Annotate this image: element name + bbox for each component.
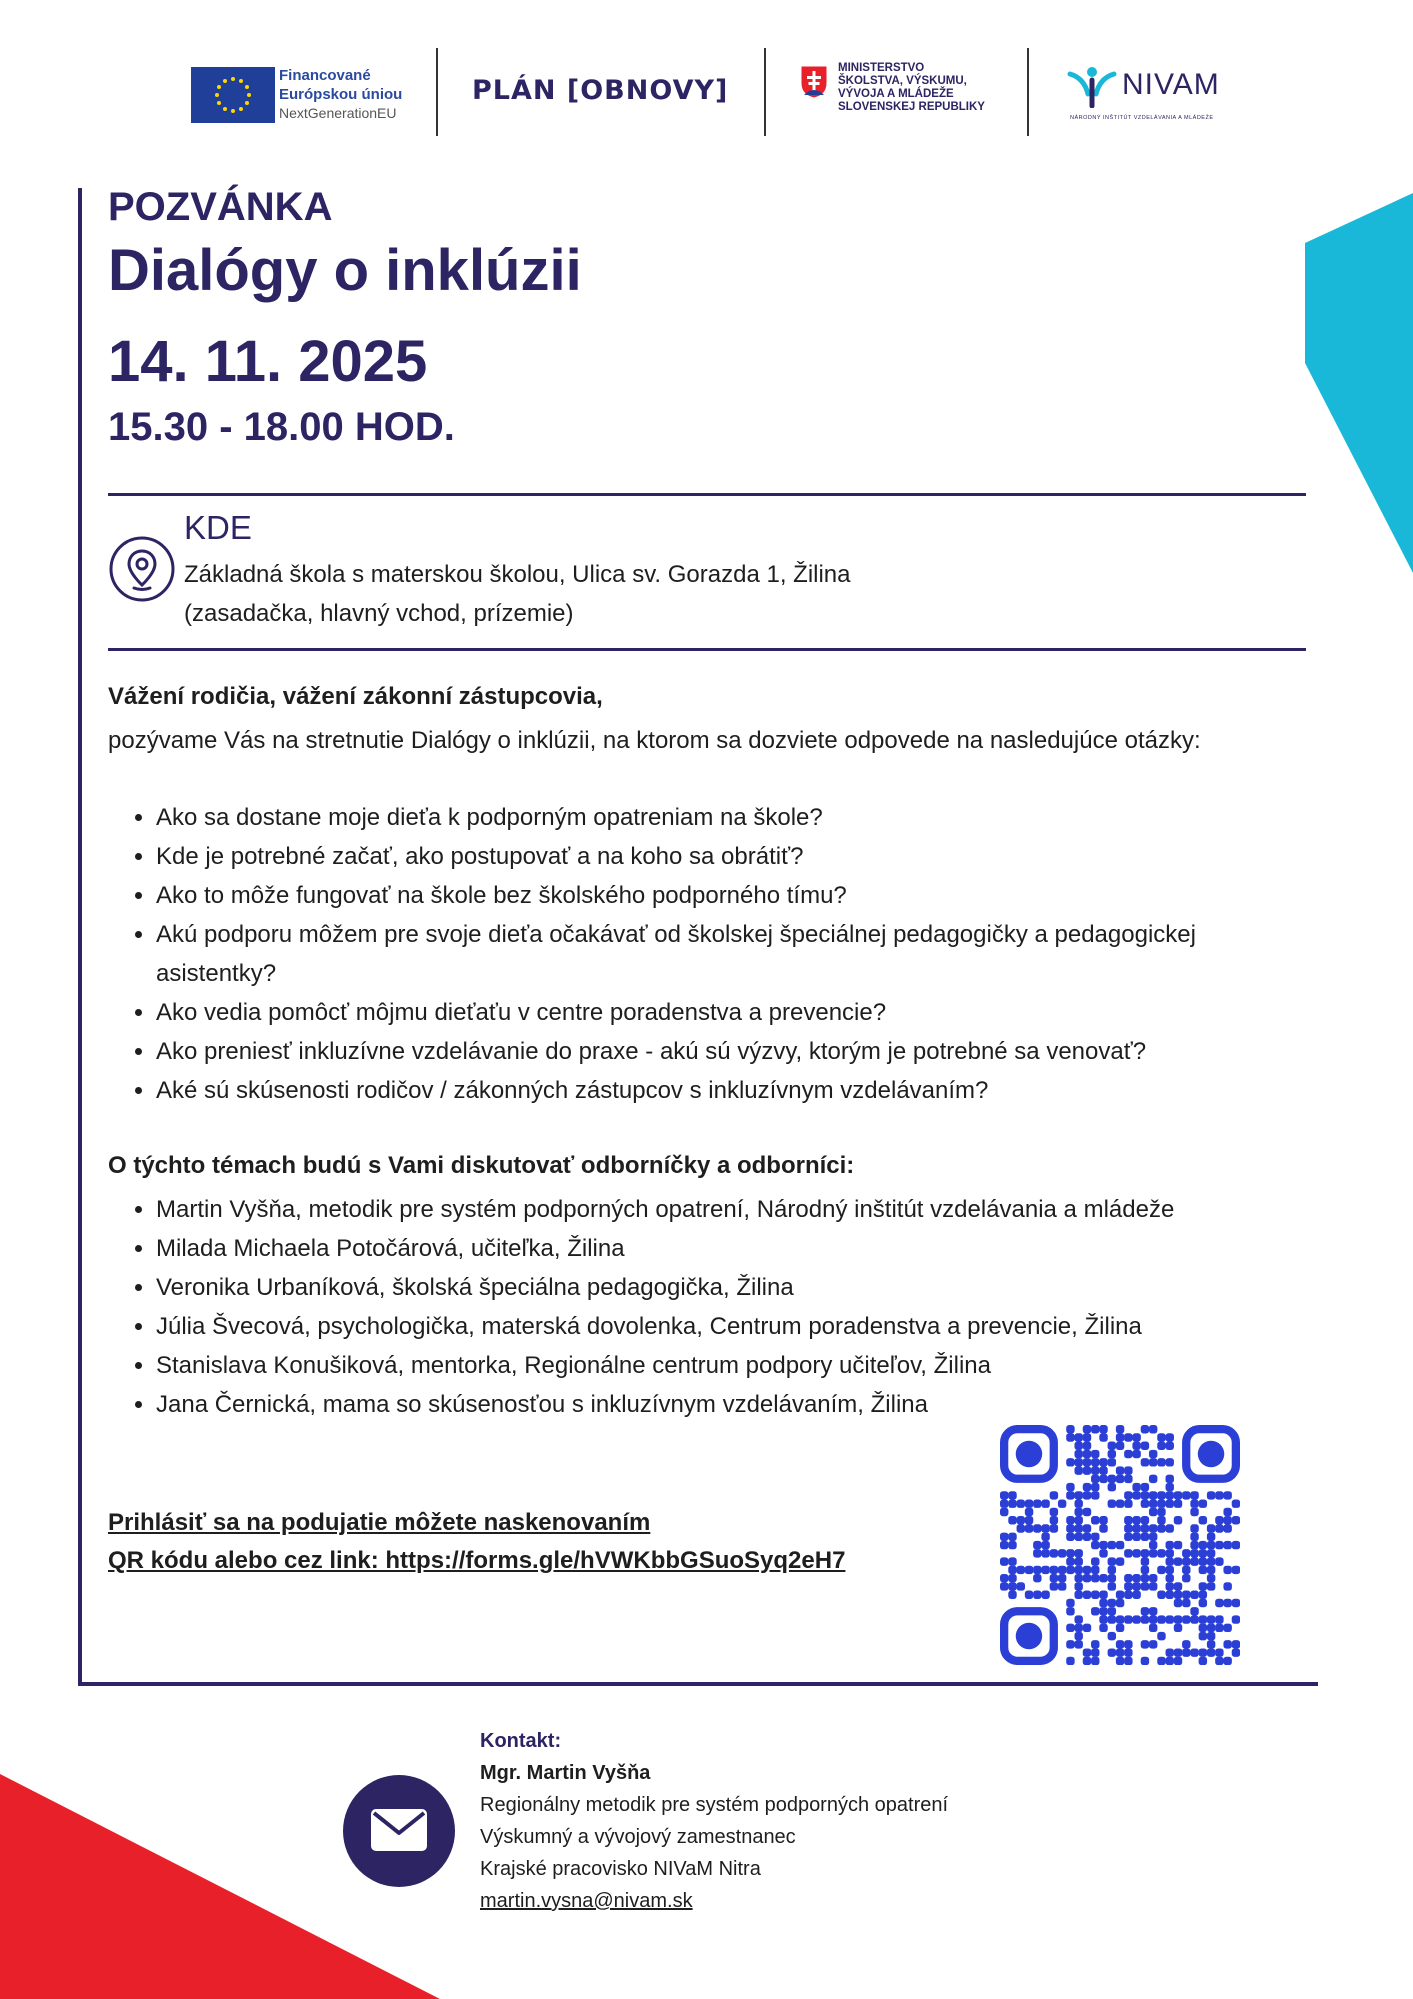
ministry-crest-icon: [800, 65, 828, 99]
list-item: • Stanislava Konušiková, mentorka, Regionálne centrum podpory učiteľov, Žilina: [156, 1346, 1318, 1385]
logo-divider: [764, 48, 766, 136]
event-time: 15.30 - 18.00 HOD.: [108, 405, 455, 449]
list-item: • Ako vedia pomôcť môjmu dieťaťu v centre poradenstva a prevencie?: [156, 993, 1318, 1032]
list-item: • Ako to môže fungovať na škole bez školského podporného tímu?: [156, 876, 1318, 915]
ministry-line1: MINISTERSTVO: [838, 62, 925, 74]
contact-email[interactable]: martin.vysna@nivam.sk: [480, 1890, 693, 1912]
contact-block: [480, 1725, 948, 1917]
intro-text: pozývame Vás na stretnutie Dialógy o inklúzii, na ktorom sa dozviete odpovede na nasledujúce otázky:: [108, 727, 1201, 754]
contact-office: Krajské pracovisko NIVaM Nitra: [480, 1858, 761, 1880]
header-logos: [0, 40, 1413, 150]
nivam-logo-icon: [1066, 64, 1118, 108]
contact-name: Mgr. Martin Vyšňa: [480, 1762, 651, 1784]
ministry-line2: ŠKOLSTVA, VÝSKUMU,: [838, 75, 967, 87]
where-address: Základná škola s materskou školou, Ulica sv. Gorazda 1, Žilina: [184, 561, 851, 588]
list-item: • Júlia Švecová, psychologička, materská dovolenka, Centrum poradenstva a prevencie, Žilina: [156, 1307, 1318, 1346]
ministry-line3: VÝVOJA A MLÁDEŽE: [838, 88, 954, 100]
questions-list: [108, 798, 1318, 1110]
ministry-text: [838, 62, 985, 114]
envelope-icon-circle: [343, 1775, 455, 1887]
logo-divider: [436, 48, 438, 136]
list-item: • Martin Vyšňa, metodik pre systém podporných opatrení, Národný inštitút vzdelávania a mládeže: [156, 1190, 1318, 1229]
list-item: • Jana Černická, mama so skúsenosťou s inkluzívnym vzdelávaním, Žilina: [156, 1385, 1318, 1424]
nivam-subtitle: NÁRODNÝ INŠTITÚT VZDELÁVANIA A MLÁDEŽE: [1070, 115, 1214, 121]
event-title: Dialógy o inklúzii: [108, 238, 582, 303]
nivam-text: NIVAM: [1122, 68, 1220, 101]
list-item: • Aké sú skúsenosti rodičov / zákonných zástupcov s inkluzívnym vzdelávaním?: [156, 1071, 1318, 1110]
signup-line1[interactable]: Prihlásiť sa na podujatie môžete naskenovaním: [108, 1509, 651, 1536]
list-item: • Milada Michaela Potočárová, učiteľka, Žilina: [156, 1229, 1318, 1268]
location-pin-icon: [108, 535, 176, 603]
where-label: KDE: [184, 509, 252, 546]
eu-flag-icon: [191, 67, 275, 123]
cyan-decoration: [1305, 193, 1413, 573]
contact-role1: Regionálny metodik pre systém podporných opatrení: [480, 1794, 949, 1816]
plan-obnovy-logo: PLÁN [OBNOVY]: [472, 75, 729, 106]
where-room: (zasadačka, hlavný vchod, prízemie): [184, 600, 574, 627]
frame-left-border: [78, 188, 82, 1685]
qr-code[interactable]: [1000, 1425, 1240, 1665]
contact-role2: Výskumný a vývojový zamestnanec: [480, 1826, 796, 1848]
list-item: • Akú podporu môžem pre svoje dieťa očakávať od školskej špeciálnej pedagogičky a pedagogickej asistentky?: [156, 915, 1318, 993]
eu-line1: Financované: [279, 67, 371, 84]
signup-link[interactable]: [108, 1504, 845, 1580]
envelope-icon: [369, 1807, 429, 1853]
divider-top: [108, 493, 1306, 496]
experts-list: [108, 1190, 1318, 1424]
invitation-label: POZVÁNKA: [108, 185, 333, 229]
greeting: Vážení rodičia, vážení zákonní zástupcovia,: [108, 683, 603, 710]
divider-bottom: [108, 648, 1306, 651]
event-date: 14. 11. 2025: [108, 329, 428, 394]
contact-label: Kontakt:: [480, 1730, 562, 1752]
list-item: • Kde je potrebné začať, ako postupovať a na koho sa obrátiť?: [156, 837, 1318, 876]
list-item: • Ako preniesť inkluzívne vzdelávanie do praxe - akú sú výzvy, ktorým je potrebné sa venovať?: [156, 1032, 1318, 1071]
signup-line2[interactable]: QR kódu alebo cez link: https://forms.gle/hVWKbbGSuoSyq2eH7: [108, 1547, 846, 1574]
eu-line2: Európskou úniou: [279, 86, 403, 103]
list-item: • Ako sa dostane moje dieťa k podporným opatreniam na škole?: [156, 798, 1318, 837]
logo-divider: [1027, 48, 1029, 136]
frame-bottom-border: [78, 1682, 1318, 1686]
experts-title: O týchto témach budú s Vami diskutovať odborníčky a odborníci:: [108, 1152, 855, 1179]
list-item: • Veronika Urbaníková, školská špeciálna pedagogička, Žilina: [156, 1268, 1318, 1307]
ministry-line4: SLOVENSKEJ REPUBLIKY: [838, 101, 985, 113]
eu-funding-text: [279, 66, 402, 123]
eu-line3: NextGenerationEU: [279, 105, 397, 121]
